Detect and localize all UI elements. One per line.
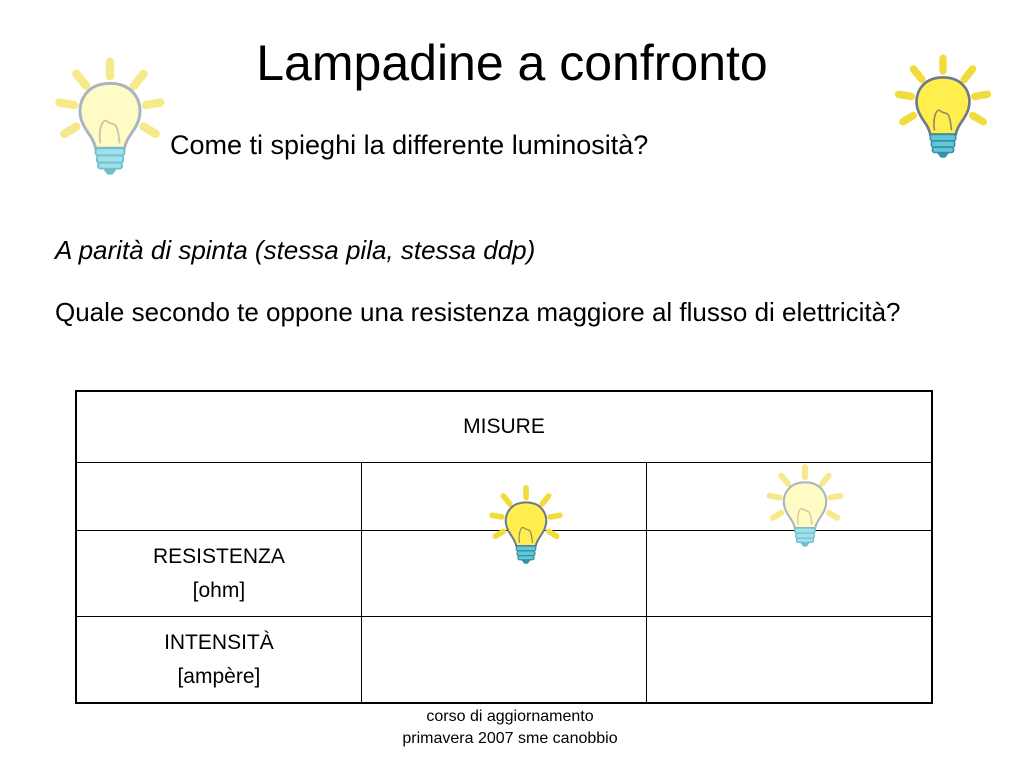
lightbulb-icon bbox=[484, 483, 568, 567]
italic-condition: A parità di spinta (stessa pila, stessa ddp) bbox=[55, 235, 536, 265]
row-unit: [ampère] bbox=[177, 664, 261, 688]
slide-subtitle: Come ti spieghi la differente luminosità? bbox=[170, 130, 649, 160]
slide-title: Lampadine a confronto bbox=[256, 35, 768, 91]
row-label: INTENSITÀ bbox=[164, 630, 274, 654]
lightbulb-icon bbox=[50, 52, 170, 182]
table-cell bbox=[76, 463, 361, 531]
footer-line: primavera 2007 sme canobbio bbox=[402, 730, 618, 747]
row-unit: [ohm] bbox=[192, 578, 246, 602]
row-label-cell bbox=[76, 617, 361, 704]
lightbulb-icon bbox=[890, 52, 996, 162]
footer-line: corso di aggiornamento bbox=[426, 708, 594, 725]
table-cell bbox=[361, 617, 646, 704]
lightbulb-icon bbox=[762, 462, 848, 550]
row-label: RESISTENZA bbox=[152, 544, 285, 568]
row-label-cell bbox=[76, 531, 361, 617]
table-header: MISURE bbox=[76, 391, 932, 463]
footer bbox=[340, 706, 680, 750]
table-cell bbox=[647, 617, 932, 704]
table-row bbox=[76, 617, 932, 704]
question-text: Quale secondo te oppone una resistenza maggiore al flusso di elettricità? bbox=[55, 297, 901, 327]
